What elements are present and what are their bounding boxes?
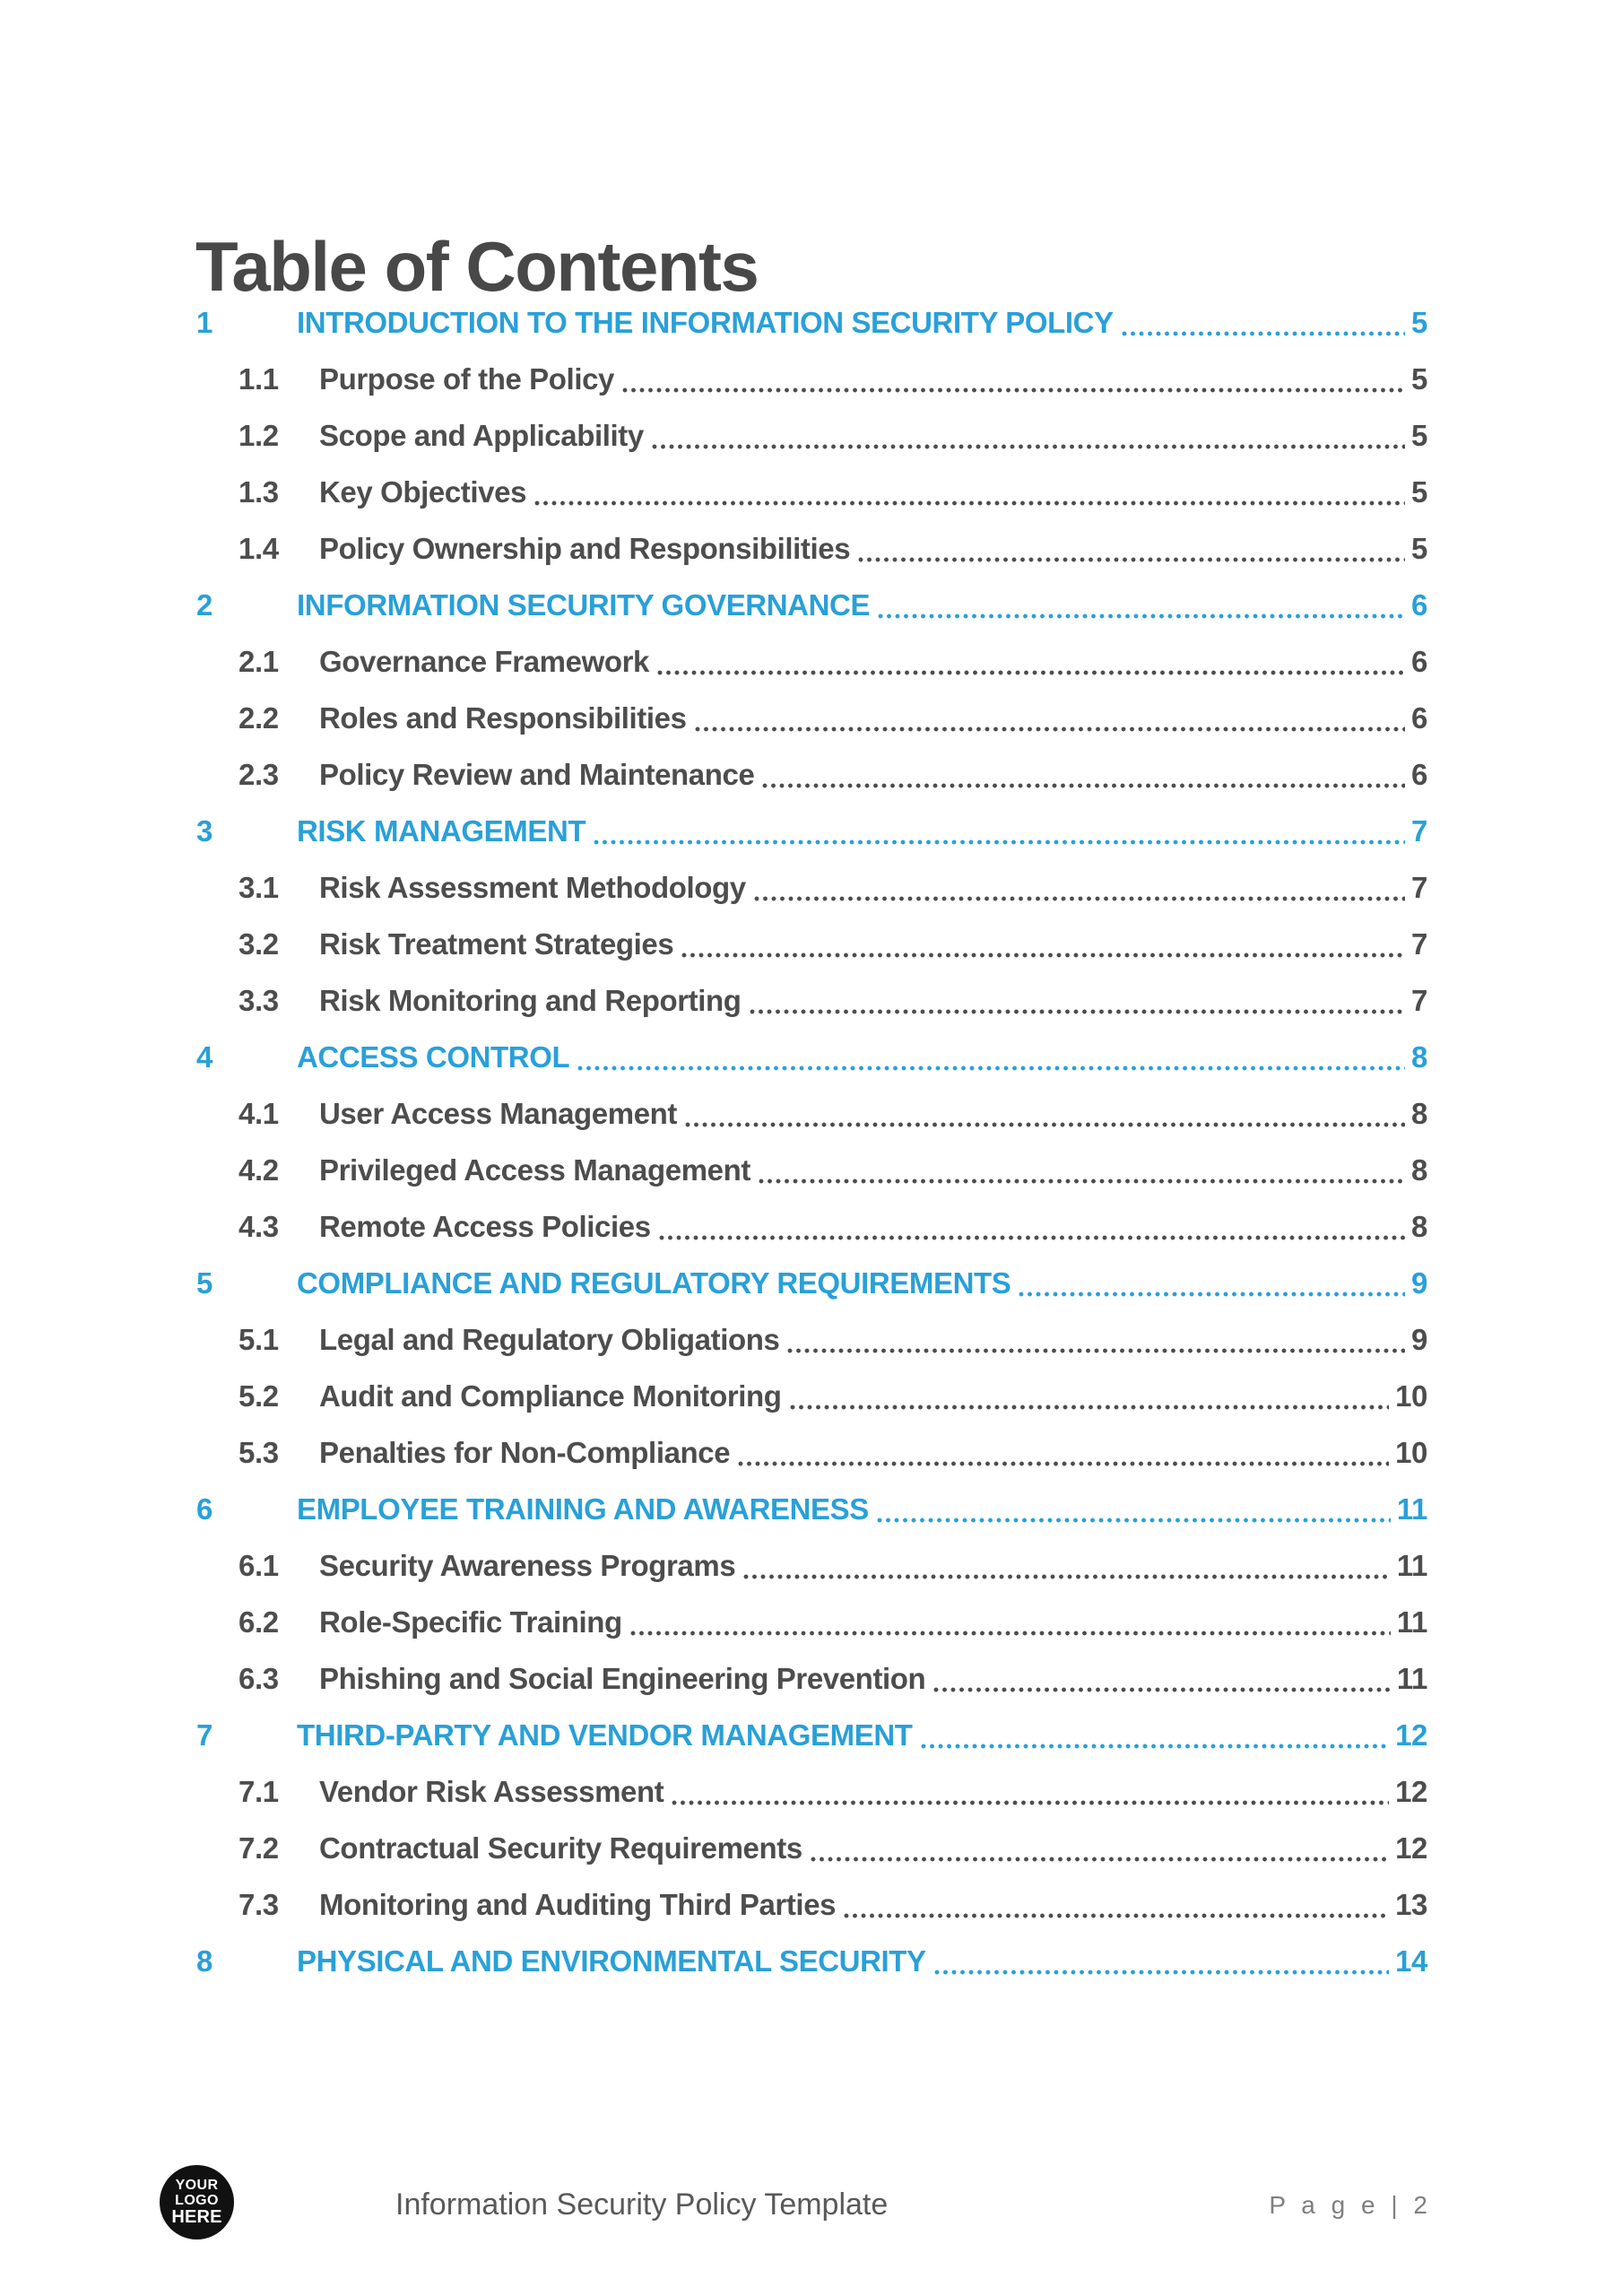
toc-leader-dots (534, 500, 1405, 506)
toc-entry-label: PHYSICAL AND ENVIRONMENTAL SECURITY (297, 1944, 926, 1978)
toc-entry-number: 5.3 (239, 1436, 279, 1469)
toc-entry-number: 3 (196, 814, 213, 848)
toc-entry-label: Governance Framework (319, 645, 649, 678)
toc-entry-label: Risk Treatment Strategies (319, 927, 674, 961)
toc-entry-page: 6 (1411, 588, 1427, 622)
toc-entry-number: 5.1 (239, 1323, 279, 1356)
toc-entry-label: RISK MANAGEMENT (297, 814, 586, 848)
toc-entry-page: 12 (1395, 1775, 1427, 1808)
toc-entry-number: 3.3 (239, 984, 279, 1017)
toc-entry-page: 9 (1411, 1323, 1427, 1356)
toc-leader-dots (921, 1744, 1390, 1749)
toc-leader-dots (672, 1800, 1389, 1805)
toc-entry-page: 8 (1411, 1210, 1427, 1243)
toc-entry[interactable] (196, 407, 1427, 464)
toc-entry-label: Legal and Regulatory Obligations (319, 1323, 780, 1356)
toc-entry-label: Penalties for Non-Compliance (319, 1436, 731, 1469)
toc-entry-label: Vendor Risk Assessment (319, 1775, 664, 1808)
toc-entry-label: Risk Assessment Methodology (319, 871, 746, 904)
toc-entry-page: 7 (1411, 927, 1427, 961)
page-title: Table of Contents (195, 227, 759, 307)
toc-entry-label: Phishing and Social Engineering Prevention (319, 1662, 926, 1695)
toc-entry[interactable] (196, 351, 1427, 407)
toc-leader-dots (844, 1913, 1389, 1918)
toc-entry-label: Monitoring and Auditing Third Parties (319, 1888, 837, 1921)
toc-entry-page: 7 (1411, 871, 1427, 904)
toc-entry-page: 5 (1411, 419, 1427, 452)
toc-entry-number: 6.1 (239, 1549, 279, 1582)
toc-leader-dots (659, 1235, 1405, 1240)
toc-leader-dots (685, 1122, 1405, 1127)
toc-entry-page: 10 (1395, 1436, 1427, 1469)
toc-leader-dots (1122, 331, 1405, 336)
toc-entry[interactable] (196, 690, 1427, 746)
footer-page-number: P a g e | 2 (1269, 2191, 1432, 2219)
toc-entry-page: 14 (1395, 1944, 1427, 1978)
toc-entry-label: Security Awareness Programs (319, 1549, 736, 1582)
toc-entry[interactable] (196, 1650, 1427, 1707)
toc-entry-number: 2.2 (239, 701, 279, 735)
toc-entry-label: Scope and Applicability (319, 419, 644, 452)
toc-entry-number: 2.1 (239, 645, 279, 678)
toc-entry-label: Key Objectives (319, 475, 527, 509)
toc-entry-page: 8 (1411, 1097, 1427, 1130)
toc-entry[interactable] (196, 1424, 1427, 1481)
toc-entry[interactable] (196, 1198, 1427, 1255)
toc-entry-label: Remote Access Policies (319, 1210, 651, 1243)
toc-entry-number: 8 (196, 1944, 213, 1978)
toc-entry-page: 12 (1395, 1831, 1427, 1865)
toc-entry[interactable] (196, 916, 1427, 972)
toc-entry-page: 5 (1411, 475, 1427, 509)
toc-entry[interactable] (196, 1594, 1427, 1650)
toc-entry-page: 6 (1411, 758, 1427, 791)
toc-entry[interactable] (196, 1763, 1427, 1820)
logo-text-line: YOUR (175, 2178, 219, 2193)
toc-entry[interactable] (196, 1481, 1427, 1537)
toc-entry[interactable] (196, 1142, 1427, 1198)
toc-entry-label: ACCESS CONTROL (297, 1040, 570, 1074)
toc-entry-number: 1.4 (239, 532, 279, 565)
toc-entry-label: Risk Monitoring and Reporting (319, 984, 742, 1017)
toc-entry-number: 1 (196, 306, 213, 339)
toc-entry-number: 7.1 (239, 1775, 279, 1808)
toc-entry-number: 4 (196, 1040, 213, 1074)
toc-leader-dots (1019, 1292, 1405, 1297)
toc-entry-page: 11 (1396, 1605, 1427, 1639)
toc-entry-page: 7 (1411, 814, 1427, 848)
toc-entry-number: 7.2 (239, 1831, 279, 1865)
toc-entry[interactable] (196, 464, 1427, 520)
toc-entry-label: Purpose of the Policy (319, 362, 614, 396)
toc-entry-number: 3.1 (239, 871, 279, 904)
toc-entry-page: 8 (1411, 1153, 1427, 1187)
toc-entry-number: 5.2 (239, 1379, 279, 1413)
toc-leader-dots (630, 1631, 1391, 1636)
toc-entry-page: 11 (1396, 1492, 1427, 1526)
toc-entry-page: 5 (1411, 306, 1427, 339)
toc-entry-page: 8 (1411, 1040, 1427, 1074)
toc-entry-number: 6 (196, 1492, 213, 1526)
toc-entry-label: Privileged Access Management (319, 1153, 750, 1187)
toc-leader-dots (695, 726, 1406, 732)
toc-entry[interactable] (196, 1368, 1427, 1424)
toc-leader-dots (759, 1178, 1405, 1184)
toc-entry[interactable] (196, 1876, 1427, 1933)
logo-text-line: LOGO (175, 2193, 219, 2208)
toc-entry-number: 1.3 (239, 475, 279, 509)
toc-entry-label: Policy Review and Maintenance (319, 758, 755, 791)
toc-entry[interactable] (196, 1311, 1427, 1368)
toc-entry-number: 4.3 (239, 1210, 279, 1243)
toc-entry-number: 6.2 (239, 1605, 279, 1639)
toc-entry-page: 12 (1395, 1718, 1427, 1752)
toc-entry-label: Policy Ownership and Responsibilities (319, 532, 851, 565)
toc-entry-number: 1.1 (239, 362, 279, 396)
toc-entry[interactable] (196, 746, 1427, 803)
toc-entry-page: 11 (1396, 1549, 1427, 1582)
toc-entry-number: 2.3 (239, 758, 279, 791)
toc-entry-label: COMPLIANCE AND REGULATORY REQUIREMENTS (297, 1266, 1011, 1300)
toc-leader-dots (858, 557, 1405, 562)
toc-entry-page: 13 (1395, 1888, 1427, 1921)
toc-leader-dots (934, 1970, 1389, 1975)
toc-leader-dots (681, 952, 1405, 958)
toc-entry[interactable] (196, 859, 1427, 916)
toc-entry-page: 5 (1411, 532, 1427, 565)
toc-entry-page: 9 (1411, 1266, 1427, 1300)
toc-entry-number: 4.2 (239, 1153, 279, 1187)
toc-entry[interactable] (196, 803, 1427, 859)
toc-entry[interactable] (196, 972, 1427, 1029)
toc-entry[interactable] (196, 520, 1427, 577)
toc-entry-number: 7.3 (239, 1888, 279, 1921)
toc-entry-page: 6 (1411, 701, 1427, 735)
toc-entry-number: 5 (196, 1266, 213, 1300)
toc-leader-dots (750, 1009, 1406, 1014)
toc-leader-dots (762, 783, 1405, 788)
toc-entry-label: Contractual Security Requirements (319, 1831, 802, 1865)
toc-leader-dots (933, 1687, 1391, 1692)
toc-leader-dots (652, 444, 1405, 449)
toc-entry-label: Role-Specific Training (319, 1605, 622, 1639)
toc-leader-dots (877, 1518, 1391, 1523)
toc-entry-number: 1.2 (239, 419, 279, 452)
toc-entry-page: 5 (1411, 362, 1427, 396)
toc-entry[interactable] (196, 1933, 1427, 1989)
table-of-contents (196, 294, 1427, 1989)
toc-leader-dots (622, 387, 1405, 393)
toc-entry[interactable] (196, 1537, 1427, 1594)
toc-leader-dots (657, 670, 1405, 675)
toc-entry-label: Audit and Compliance Monitoring (319, 1379, 782, 1413)
toc-entry[interactable] (196, 577, 1427, 633)
toc-entry-page: 11 (1396, 1662, 1427, 1695)
toc-entry-label: User Access Management (319, 1097, 677, 1130)
toc-entry-label: INTRODUCTION TO THE INFORMATION SECURITY POLICY (297, 306, 1114, 339)
toc-entry-label: INFORMATION SECURITY GOVERNANCE (297, 588, 871, 622)
toc-entry-number: 6.3 (239, 1662, 279, 1695)
toc-leader-dots (878, 613, 1405, 619)
toc-entry-number: 3.2 (239, 927, 279, 961)
toc-entry-label: EMPLOYEE TRAINING AND AWARENESS (297, 1492, 869, 1526)
toc-entry[interactable] (196, 1085, 1427, 1142)
toc-entry-page: 6 (1411, 645, 1427, 678)
logo-text-line: HERE (171, 2207, 222, 2227)
toc-entry[interactable] (196, 294, 1427, 351)
toc-leader-dots (811, 1857, 1389, 1862)
toc-leader-dots (594, 839, 1405, 845)
toc-leader-dots (738, 1461, 1389, 1466)
toc-entry-number: 2 (196, 588, 213, 622)
toc-entry-number: 7 (196, 1718, 213, 1752)
toc-entry[interactable] (196, 1707, 1427, 1763)
toc-entry[interactable] (196, 633, 1427, 690)
toc-entry-number: 4.1 (239, 1097, 279, 1130)
logo-placeholder (160, 2165, 234, 2239)
toc-entry[interactable] (196, 1255, 1427, 1311)
toc-leader-dots (743, 1574, 1391, 1579)
toc-leader-dots (754, 896, 1405, 901)
toc-entry[interactable] (196, 1029, 1427, 1085)
toc-entry[interactable] (196, 1820, 1427, 1876)
toc-leader-dots (790, 1405, 1390, 1410)
toc-entry-label: Roles and Responsibilities (319, 701, 687, 735)
toc-leader-dots (577, 1065, 1405, 1071)
toc-entry-page: 10 (1395, 1379, 1427, 1413)
footer-document-title: Information Security Policy Template (395, 2187, 889, 2222)
toc-entry-page: 7 (1411, 984, 1427, 1017)
toc-entry-label: THIRD-PARTY AND VENDOR MANAGEMENT (297, 1718, 913, 1752)
toc-leader-dots (787, 1348, 1405, 1353)
